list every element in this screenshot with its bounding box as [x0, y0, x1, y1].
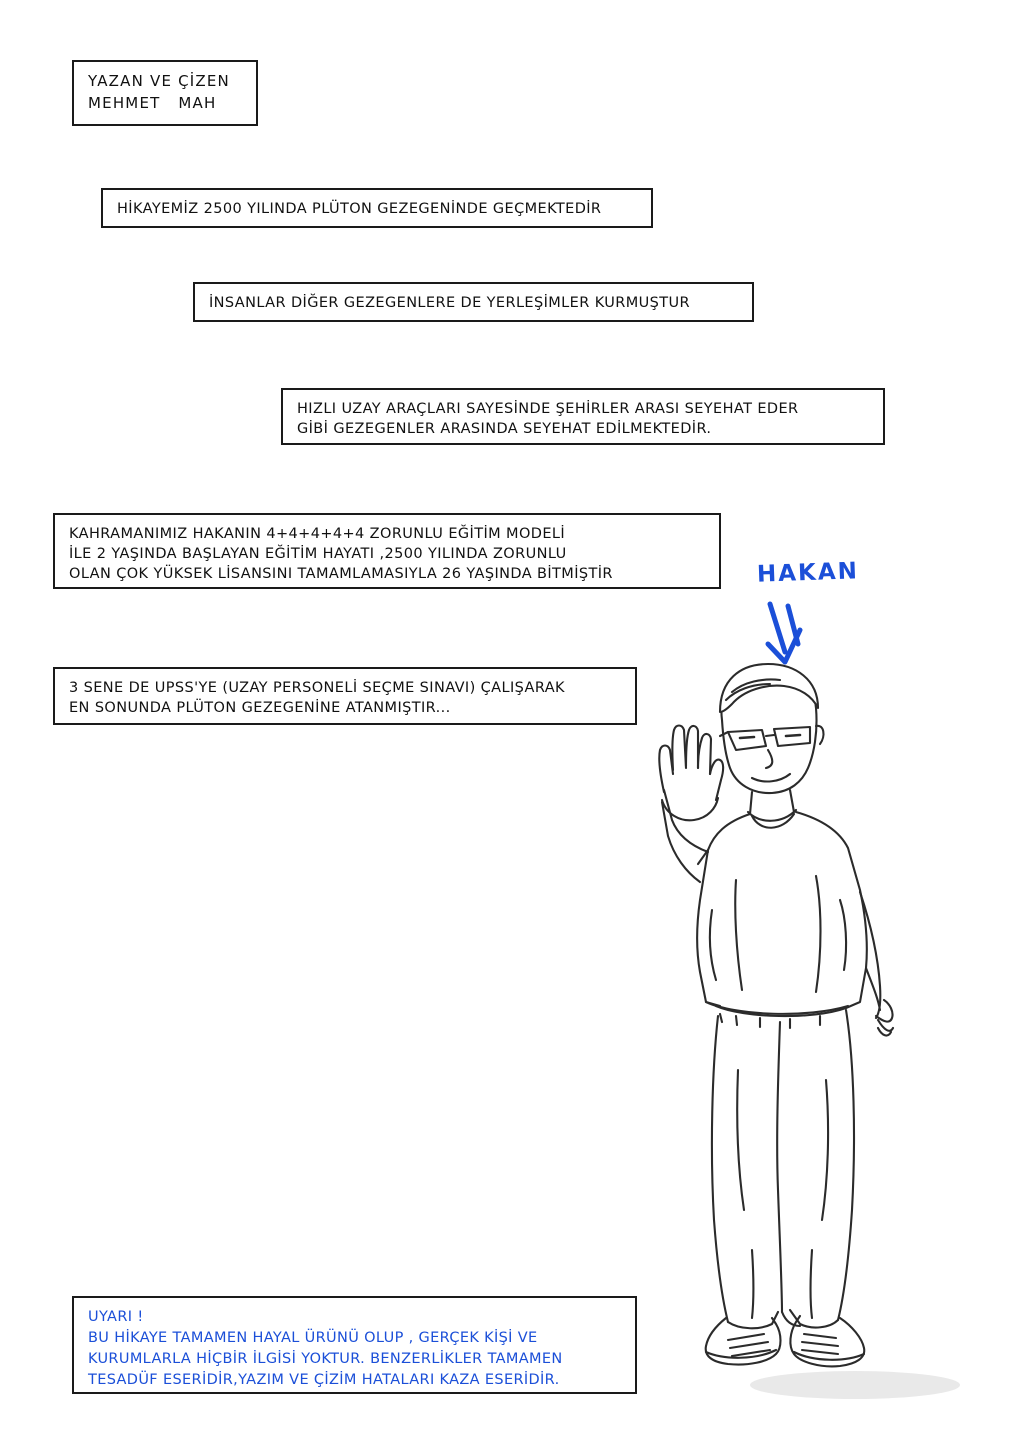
caption-2: [193, 282, 754, 322]
caption-1: [101, 188, 653, 228]
character-name-label: HAKAN: [756, 558, 860, 588]
caption-4-line-2: İLE 2 YAŞINDA BAŞLAYAN EĞİTİM HAYATI ,2500 YILINDA ZORUNLU: [69, 546, 567, 562]
warning-line-1: UYARI !: [88, 1309, 144, 1325]
caption-4: [53, 513, 721, 589]
credits-line-2: MEHMET MAH: [88, 93, 217, 112]
standing-man-waving-icon: [640, 650, 1000, 1410]
warning-box: [72, 1296, 637, 1394]
credits-line-1: YAZAN VE ÇİZEN: [88, 72, 230, 90]
caption-2-line-1: İNSANLAR DİĞER GEZEGENLERE DE YERLEŞİMLER KURMUŞTUR: [209, 295, 690, 311]
caption-3-line-1: HIZLI UZAY ARAÇLARI SAYESİNDE ŞEHİRLER ARASI SEYEHAT EDER: [297, 401, 799, 417]
warning-line-2: BU HİKAYE TAMAMEN HAYAL ÜRÜNÜ OLUP , GERÇEK KİŞİ VE: [88, 1330, 538, 1347]
caption-5-line-2: EN SONUNDA PLÜTON GEZEGENİNE ATANMIŞTIR...: [69, 700, 451, 716]
credits-box: [72, 60, 258, 126]
caption-3-line-2: GİBİ GEZEGENLER ARASINDA SEYEHAT EDİLMEKTEDİR.: [297, 421, 712, 437]
caption-1-line-1: HİKAYEMİZ 2500 YILINDA PLÜTON GEZEGENİNDE GEÇMEKTEDİR: [117, 201, 602, 217]
caption-4-line-3: OLAN ÇOK YÜKSEK LİSANSINI TAMAMLAMASIYLA 26 YAŞINDA BİTMİŞTİR: [69, 566, 613, 582]
warning-line-4: TESADÜF ESERİDİR,YAZIM VE ÇİZİM HATALARI KAZA ESERİDİR.: [88, 1372, 560, 1389]
caption-5-line-1: 3 SENE DE UPSS'YE (UZAY PERSONELİ SEÇME SINAVI) ÇALIŞARAK: [69, 680, 565, 696]
caption-4-line-1: KAHRAMANIMIZ HAKANIN 4+4+4+4+4 ZORUNLU EĞİTİM MODELİ: [69, 526, 566, 542]
warning-line-3: KURUMLARLA HİÇBİR İLGİSİ YOKTUR. BENZERLİKLER TAMAMEN: [88, 1351, 563, 1368]
caption-3: [281, 388, 885, 445]
caption-5: [53, 667, 637, 725]
